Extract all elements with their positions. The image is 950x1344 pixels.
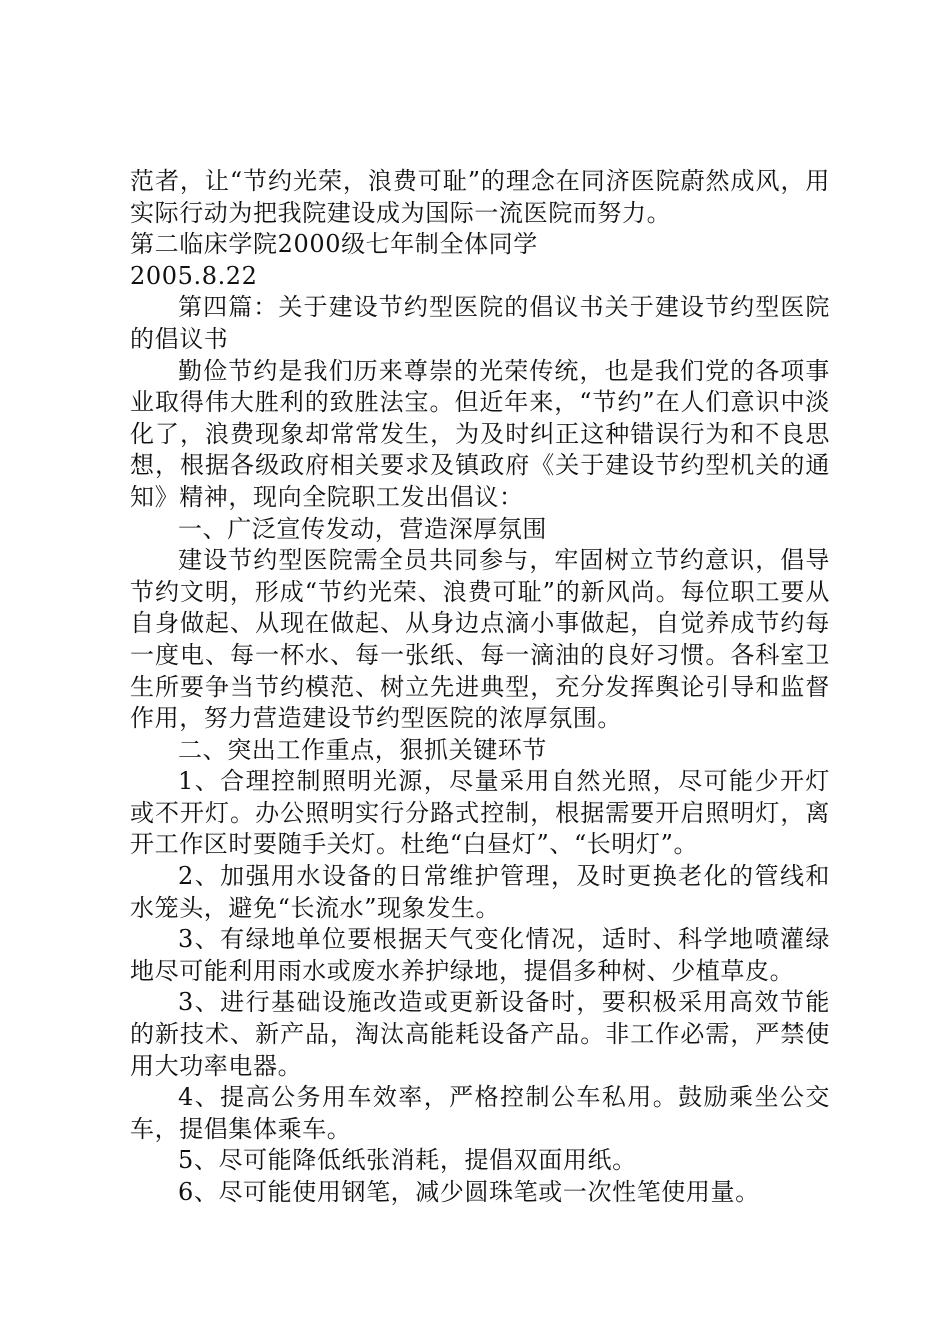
paragraph-one: 建设节约型医院需全员共同参与，牢固树立节约意识，倡导节约文明，形成“节约光荣、浪费可耻”的新风尚。每位职工要从自身做起、从现在做起、从身边点滴小事做起，自觉养成节约每一度电、每一杯水、每一张纸、每一滴油的良好习惯。各科室卫生所要争当节约模范、树立先进典型，充分发挥舆论引导和监督作用，努力营造建设节约型医院的浓厚氛围。 <box>130 546 830 733</box>
list-item: 3、进行基础设施改造或更新设备时，要积极采用高效节能的新技术、新产品，淘汰高能耗设备产品。非工作必需，严禁使用大功率电器。 <box>130 988 830 1080</box>
heading-one: 一、广泛宣传发动，营造深厚氛围 <box>178 514 547 543</box>
heading-two: 二、突出工作重点，狠抓关键环节 <box>178 735 547 764</box>
section-title: 第四篇：关于建设节约型医院的倡议书关于建设节约型医院的倡议书 <box>130 293 830 353</box>
list-item: 5、尽可能降低纸张消耗，提倡双面用纸。 <box>178 1146 637 1175</box>
closing-paragraph: 范者，让“节约光荣，浪费可耻”的理念在同济医院蔚然成风，用实际行动为把我院建设成为国际一流医院而努力。 <box>130 167 830 227</box>
list-item: 6、尽可能使用钢笔，减少圆珠笔或一次性笔使用量。 <box>178 1178 760 1206</box>
date-line: 2005.8.22 <box>130 261 258 290</box>
document-body <box>130 166 830 1209</box>
signature-line: 第二临床学院2000级七年制全体同学 <box>130 230 538 259</box>
list-item: 2、加强用水设备的日常维护管理，及时更换老化的管线和水笼头，避免“长流水”现象发生。 <box>130 862 830 922</box>
list-item: 4、提高公务用车效率，严格控制公车私用。鼓励乘坐公交车，提倡集体乘车。 <box>130 1083 830 1143</box>
list-item: 3、有绿地单位要根据天气变化情况，适时、科学地喷灌绿地尽可能利用雨水或废水养护绿地，提倡多种树、少植草皮。 <box>130 925 830 985</box>
intro-paragraph: 勤俭节约是我们历来尊崇的光荣传统，也是我们党的各项事业取得伟大胜利的致胜法宝。但近年来，“节约”在人们意识中淡化了，浪费现象却常常发生，为及时纠正这种错误行为和不良思想，根据各级政府相关要求及镇政府《关于建设节约型机关的通知》精神，现向全院职工发出倡议： <box>130 356 830 511</box>
list-item: 1、合理控制照明光源，尽量采用自然光照，尽可能少开灯或不开灯。办公照明实行分路式控制，根据需要开启照明灯，离开工作区时要随手关灯。杜绝“白昼灯”、“长明灯”。 <box>130 767 830 859</box>
